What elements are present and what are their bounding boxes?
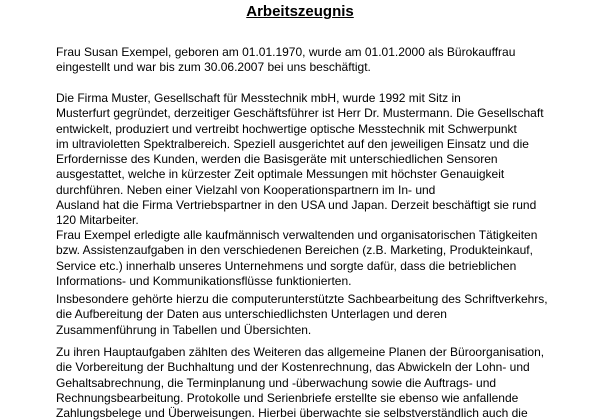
text-line: Gehaltsabrechnung, die Terminplanung und -überwachung sowie die Auftrags- und [56, 375, 497, 390]
text-line: Die Firma Muster, Gesellschaft für Messtechnik mbH, wurde 1992 mit Sitz in [56, 91, 461, 105]
text-line: Service etc.) innerhalb unseres Unternehmens und sorgte dafür, dass die betrieblichen [56, 258, 517, 273]
text-line: eingestellt und war bis zum 30.06.2007 bei uns beschäftigt. [56, 60, 371, 75]
text-line: Frau Exempel erledigte alle kaufmännisch verwaltenden und organisatorischen Tätigkeiten [56, 228, 538, 242]
text-line: Frau Susan Exempel, geboren am 01.01.1970, wurde am 01.01.2000 als Bürokauffrau [56, 45, 516, 59]
text-line: 120 Mitarbeiter. [56, 213, 139, 228]
document-title: Arbeitszeugnis [246, 3, 354, 20]
text-line: Musterfurt gegründet, derzeitiger Geschäftsführer ist Herr Dr. Mustermann. Die Gesellschaft [56, 106, 544, 121]
text-line: Insbesondere gehörte hierzu die computerunterstützte Sachbearbeitung des Schriftverkehrs, [56, 292, 548, 306]
text-line: bzw. Assistenzaufgaben in den verschiedenen Bereichen (z.B. Marketing, Produkteinkauf, [56, 243, 533, 258]
text-line: ausgestattet, welche in kürzester Zeit optimale Messungen mit höchster Genauigkeit [56, 167, 505, 182]
text-line: Informations- und Kommunikationsflüsse funktionierten. [56, 273, 352, 288]
text-line: im ultravioletten Spektralbereich. Speziell ausgerichtet auf den jeweiligen Einsatz und die [56, 136, 529, 151]
text-line: Zu ihren Hauptaufgaben zählten des Weiteren das allgemeine Planen der Büroorganisation, [56, 345, 545, 359]
text-line: durchführen. Neben einer Vielzahl von Kooperationspartnern im In- und [56, 182, 436, 197]
paragraph-company [56, 91, 544, 229]
paragraph-duties [56, 228, 537, 289]
text-line: Zusammenführung in Tabellen und Übersichten. [56, 322, 312, 337]
text-line: die Aufbereitung der Daten aus unterschiedlichsten Unterlagen und deren [56, 307, 447, 322]
paragraph-main-tasks [56, 345, 544, 420]
text-line: Rechnungsbearbeitung. Protokolle und Serienbriefe erstellte sie ebenso wie anfallende [56, 390, 519, 405]
paragraph-employment [56, 45, 515, 76]
paragraph-correspondence [56, 292, 548, 338]
text-line: entwickelt, produziert und vertreibt hochwertige optische Messtechnik mit Schwerpunkt [56, 121, 517, 136]
text-line: die Vorbereitung der Buchhaltung und der Kostenrechnung, das Abwickeln der Lohn- und [56, 360, 530, 375]
text-line: Zahlungsbelege und Überweisungen. Hierbei überwachte sie selbstverständlich auch die [56, 406, 528, 420]
text-line: Erfordernisse des Kunden, werden die Basisgeräte mit unterschiedlichen Sensoren [56, 152, 498, 167]
text-line: Ausland hat die Firma Vertriebspartner in den USA und Japan. Derzeit beschäftigt sie rund [56, 198, 537, 213]
